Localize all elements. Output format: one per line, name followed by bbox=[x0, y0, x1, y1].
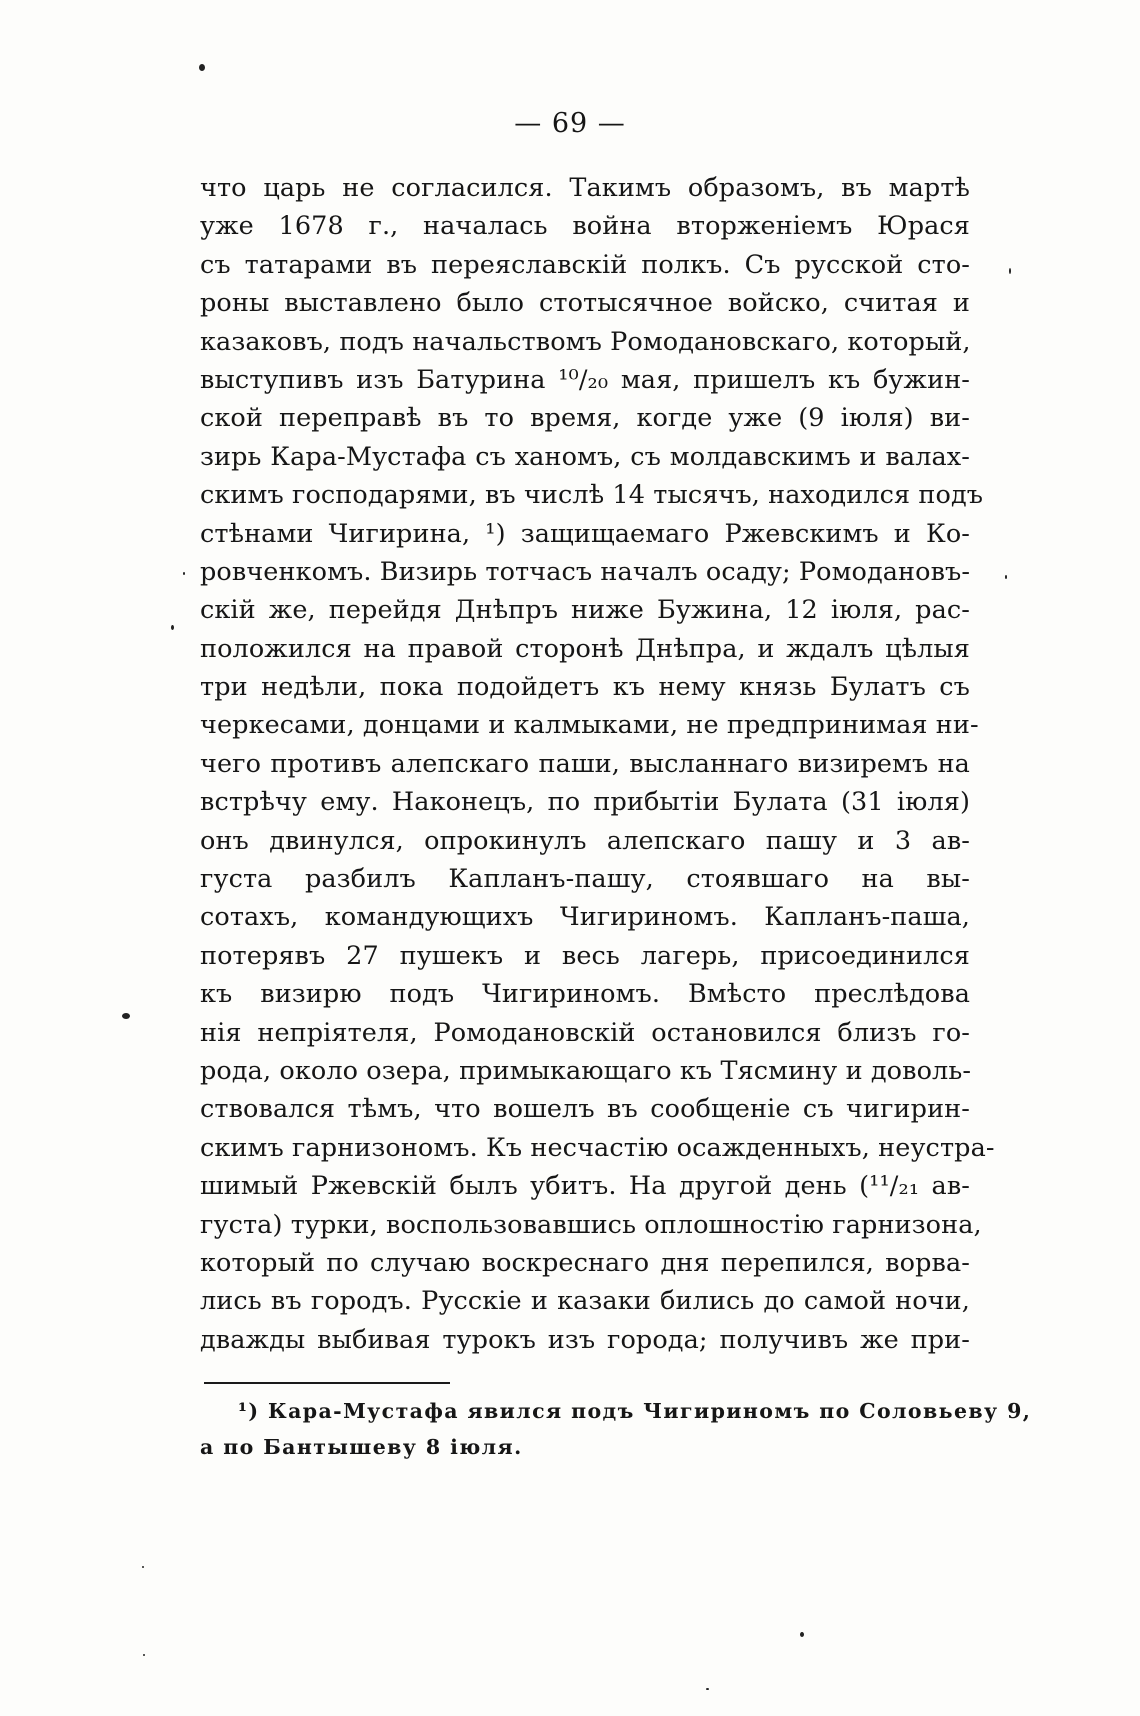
text-line: густа разбилъ Капланъ-пашу, стоявшаго на вы- bbox=[200, 864, 970, 895]
scan-speck bbox=[1009, 268, 1011, 274]
footnote-line: ¹) Кара-Мустафа явился подъ Чигириномъ по Соловьеву 9, bbox=[238, 1399, 1032, 1423]
text-line: онъ двинулся, опрокинулъ алепскаго пашу и 3 ав- bbox=[200, 825, 970, 856]
scan-speck bbox=[142, 1566, 144, 1568]
text-line: нія непріятеля, Ромодановскій остановился близъ го- bbox=[200, 1017, 970, 1048]
footnotes bbox=[200, 1393, 1032, 1465]
text-line: выступивъ изъ Батурина ¹⁰/₂₀ мая, пришелъ къ бужин- bbox=[200, 364, 970, 395]
text-line: уже 1678 г., началась война вторженіемъ Юрася bbox=[200, 211, 970, 242]
text-line: къ визирю подъ Чигириномъ. Вмѣсто преслѣдова bbox=[200, 979, 970, 1010]
text-line: что царь не согласился. Такимъ образомъ, въ мартѣ bbox=[200, 173, 970, 203]
text-line: съ татарами въ переяславскій полкъ. Съ русской сто- bbox=[200, 249, 970, 280]
text-line: рода, около озера, примыкающаго къ Тясмину и доволь- bbox=[200, 1055, 972, 1086]
text-line: чего противъ алепскаго паши, высланнаго визиремъ на bbox=[200, 748, 970, 779]
text-line: три недѣли, пока подойдетъ къ нему князь Булатъ съ bbox=[200, 672, 970, 703]
page-number: — 69 — bbox=[514, 108, 626, 139]
text-line: ской переправѣ въ то время, когде уже (9 іюля) ви- bbox=[200, 403, 970, 434]
text-line: положился на правой сторонѣ Днѣпра, и ждалъ цѣлыя bbox=[200, 633, 970, 664]
scan-speck bbox=[122, 1013, 130, 1019]
text-line: шимый Ржевскій былъ убитъ. На другой день (¹¹/₂₁ ав- bbox=[200, 1171, 970, 1202]
text-line: сотахъ, командующихъ Чигириномъ. Капланъ-паша, bbox=[200, 902, 970, 933]
scan-speck bbox=[183, 572, 185, 575]
scan-speck bbox=[1005, 575, 1007, 579]
text-line: роны выставлено было стотысячное войско, считая и bbox=[200, 288, 970, 319]
scan-speck bbox=[800, 1632, 804, 1637]
text-line: который по случаю воскреснаго дня перепился, ворва- bbox=[200, 1247, 970, 1278]
text-line: потерявъ 27 пушекъ и весь лагерь, присоединился bbox=[200, 940, 970, 971]
scan-speck bbox=[199, 64, 205, 71]
text-line: скій же, перейдя Днѣпръ ниже Бужина, 12 іюля, рас- bbox=[200, 595, 970, 626]
footnote-divider bbox=[204, 1382, 450, 1384]
scan-speck bbox=[143, 1654, 145, 1656]
scan-speck bbox=[706, 1688, 709, 1690]
text-line: густа) турки, воспользовавшись оплошностію гарнизона, bbox=[200, 1209, 982, 1240]
text-line: скимъ господарями, въ числѣ 14 тысячъ, находился подъ bbox=[200, 480, 984, 511]
text-line: ствовался тѣмъ, что вошелъ въ сообщеніе съ чигирин- bbox=[200, 1094, 970, 1125]
text-line: встрѣчу ему. Наконецъ, по прибытіи Булата (31 іюля) bbox=[200, 787, 970, 818]
text-line: казаковъ, подъ начальствомъ Ромодановскаго, который, bbox=[200, 326, 971, 357]
text-line: скимъ гарнизономъ. Къ несчастію осажденныхъ, неустра- bbox=[200, 1132, 995, 1163]
text-line: зирь Кара-Мустафа съ ханомъ, съ молдавскимъ и валах- bbox=[200, 441, 970, 472]
text-line: стѣнами Чигирина, ¹) защищаемаго Ржевскимъ и Ко- bbox=[200, 518, 970, 549]
text-line: ровченкомъ. Визирь тотчасъ началъ осаду; Ромодановъ- bbox=[200, 556, 971, 587]
text-line: черкесами, донцами и калмыками, не предпринимая ни- bbox=[200, 710, 979, 741]
footnote-line: а по Бантышеву 8 іюля. bbox=[200, 1435, 523, 1459]
text-line: лись въ городъ. Русскіе и казаки бились до самой ночи, bbox=[200, 1286, 970, 1317]
text-line: дважды выбивая турокъ изъ города; получивъ же при- bbox=[200, 1324, 970, 1355]
main-text bbox=[200, 169, 995, 1359]
scan-speck bbox=[171, 625, 174, 630]
